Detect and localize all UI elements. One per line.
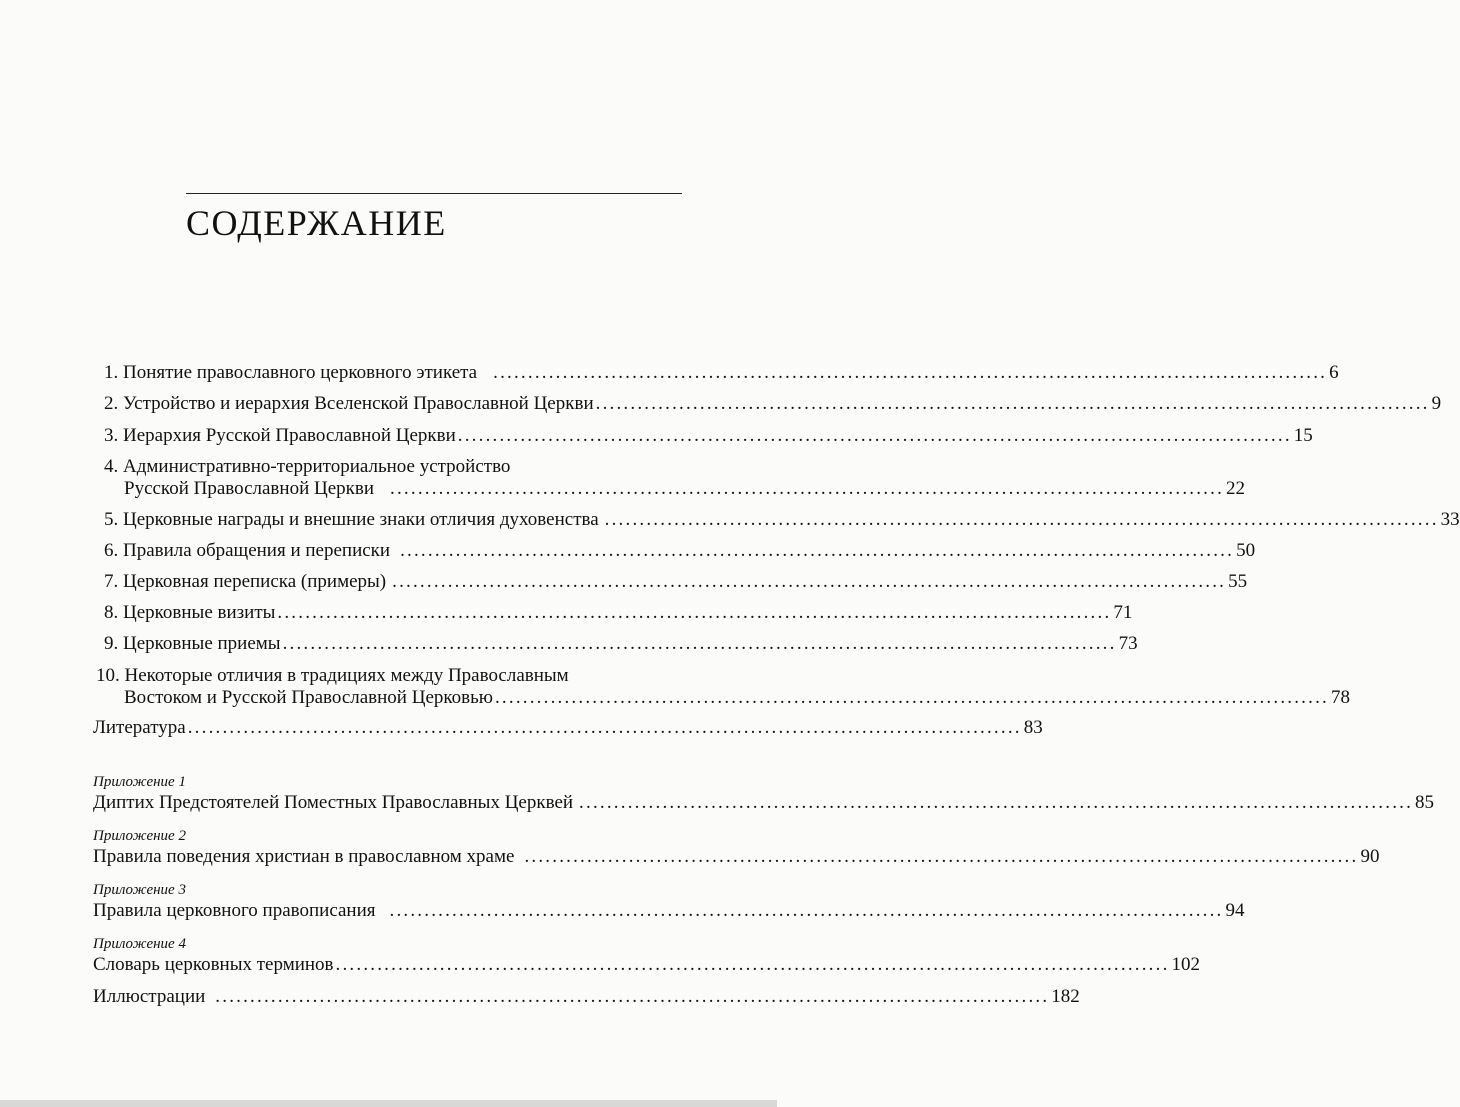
toc-literature[interactable] (0, 716, 1043, 740)
dot-leader: ........................................................................................................................ (457, 425, 1292, 446)
dot-leader: ........................................................................................................................ (390, 478, 1225, 499)
toc-item-title: Правила поведения христиан в православном храме (93, 846, 515, 867)
toc-item-title: Словарь церковных терминов (93, 954, 334, 975)
toc-item-title-line1: Некоторые отличия в традициях между Православным (124, 665, 569, 686)
page-title: СОДЕРЖАНИЕ (186, 203, 447, 243)
dot-leader: ........................................................................................................................ (187, 717, 1022, 738)
dot-leader: ........................................................................................................................ (493, 362, 1328, 383)
toc-item-title: Диптих Предстоятелей Поместных Православных Церквей (93, 792, 574, 813)
toc-item-1[interactable] (0, 361, 1339, 385)
toc-item-number: 9. (104, 633, 119, 654)
dot-leader: ........................................................................................................................ (400, 540, 1235, 561)
dot-leader: ........................................................................................................................ (595, 393, 1430, 414)
toc-item-4-line1[interactable] (104, 455, 510, 479)
toc-item-number: 1. (104, 362, 119, 383)
toc-item-number: 4. (104, 456, 119, 477)
toc-item-7[interactable] (0, 570, 1248, 594)
toc-item-page: 33 (1440, 509, 1460, 530)
toc-item-5[interactable] (0, 508, 1460, 532)
toc-appendix-4[interactable] (0, 953, 1201, 977)
dot-leader: ........................................................................................................................ (215, 986, 1050, 1007)
appendix-4-label: Приложение 4 (93, 936, 186, 952)
toc-item-number: 8. (104, 602, 119, 623)
toc-item-number: 7. (104, 571, 119, 592)
appendix-3-label: Приложение 3 (93, 882, 186, 898)
toc-appendix-1[interactable] (0, 791, 1435, 815)
toc-item-page: 94 (1225, 900, 1245, 921)
dot-leader: ........................................................................................................................ (392, 571, 1227, 592)
toc-item-title: Литература (93, 717, 186, 738)
toc-item-9[interactable] (0, 632, 1138, 656)
toc-item-page: 15 (1293, 425, 1313, 446)
toc-item-number: 2. (104, 393, 119, 414)
toc-item-page: 9 (1431, 393, 1442, 414)
toc-item-title-line1: Административно-территориальное устройство (123, 456, 511, 477)
dot-leader: ........................................................................................................................ (494, 687, 1329, 708)
toc-item-page: 73 (1118, 633, 1138, 654)
toc-item-title: Русской Православной Церкви (124, 478, 375, 499)
toc-item-4[interactable] (0, 477, 1246, 501)
bottom-edge (0, 1100, 777, 1107)
toc-item-title: Иллюстрации (93, 986, 206, 1007)
toc-item-8[interactable] (0, 601, 1133, 625)
toc-item-number: 6. (104, 540, 119, 561)
dot-leader: ........................................................................................................................ (282, 633, 1117, 654)
appendix-1-label: Приложение 1 (93, 774, 186, 790)
dot-leader: ........................................................................................................................ (277, 602, 1112, 623)
dot-leader: ........................................................................................................................ (389, 900, 1224, 921)
dot-leader: ........................................................................................................................ (335, 954, 1170, 975)
toc-item-page: 78 (1330, 687, 1350, 708)
toc-item-10[interactable] (0, 686, 1350, 710)
toc-item-title: Церковные визиты (123, 602, 276, 623)
toc-item-title: Иерархия Русской Православной Церкви (123, 425, 456, 446)
toc-item-10-line1[interactable] (96, 664, 569, 688)
toc-item-page: 22 (1226, 478, 1246, 499)
dot-leader: ........................................................................................................................ (604, 509, 1439, 530)
toc-illustrations[interactable] (0, 985, 1080, 1009)
toc-item-number: 5. (104, 509, 119, 530)
toc-item-page: 6 (1329, 362, 1339, 383)
toc-item-page: 55 (1228, 571, 1248, 592)
toc-item-page: 90 (1360, 846, 1380, 867)
toc-item-title: Правила обращения и переписки (123, 540, 391, 561)
toc-item-title: Церковные награды и внешние знаки отличия духовенства (123, 509, 599, 530)
toc-item-2[interactable] (0, 392, 1442, 416)
appendix-2-label: Приложение 2 (93, 828, 186, 844)
toc-item-6[interactable] (0, 539, 1256, 563)
toc-item-page: 83 (1023, 717, 1043, 738)
toc-item-title: Устройство и иерархия Вселенской Православной Церкви (123, 393, 594, 414)
toc-item-page: 71 (1113, 602, 1133, 623)
toc-item-page: 182 (1051, 986, 1080, 1007)
title-rule (186, 193, 682, 194)
toc-item-page: 50 (1236, 540, 1256, 561)
toc-item-title: Правила церковного правописания (93, 900, 376, 921)
toc-item-page: 102 (1171, 954, 1201, 975)
toc-item-title: Церковные приемы (123, 633, 281, 654)
toc-item-3[interactable] (0, 424, 1313, 448)
toc-item-title: Церковная переписка (примеры) (123, 571, 387, 592)
toc-appendix-2[interactable] (0, 845, 1380, 869)
toc-item-title: Понятие православного церковного этикета (123, 362, 478, 383)
toc-item-number: 10. (96, 665, 120, 686)
toc-item-number: 3. (104, 425, 119, 446)
toc-appendix-3[interactable] (0, 899, 1245, 923)
dot-leader: ........................................................................................................................ (524, 846, 1359, 867)
dot-leader: ........................................................................................................................ (579, 792, 1414, 813)
toc-item-page: 85 (1415, 792, 1435, 813)
toc-item-title: Востоком и Русской Православной Церковью (124, 687, 493, 708)
